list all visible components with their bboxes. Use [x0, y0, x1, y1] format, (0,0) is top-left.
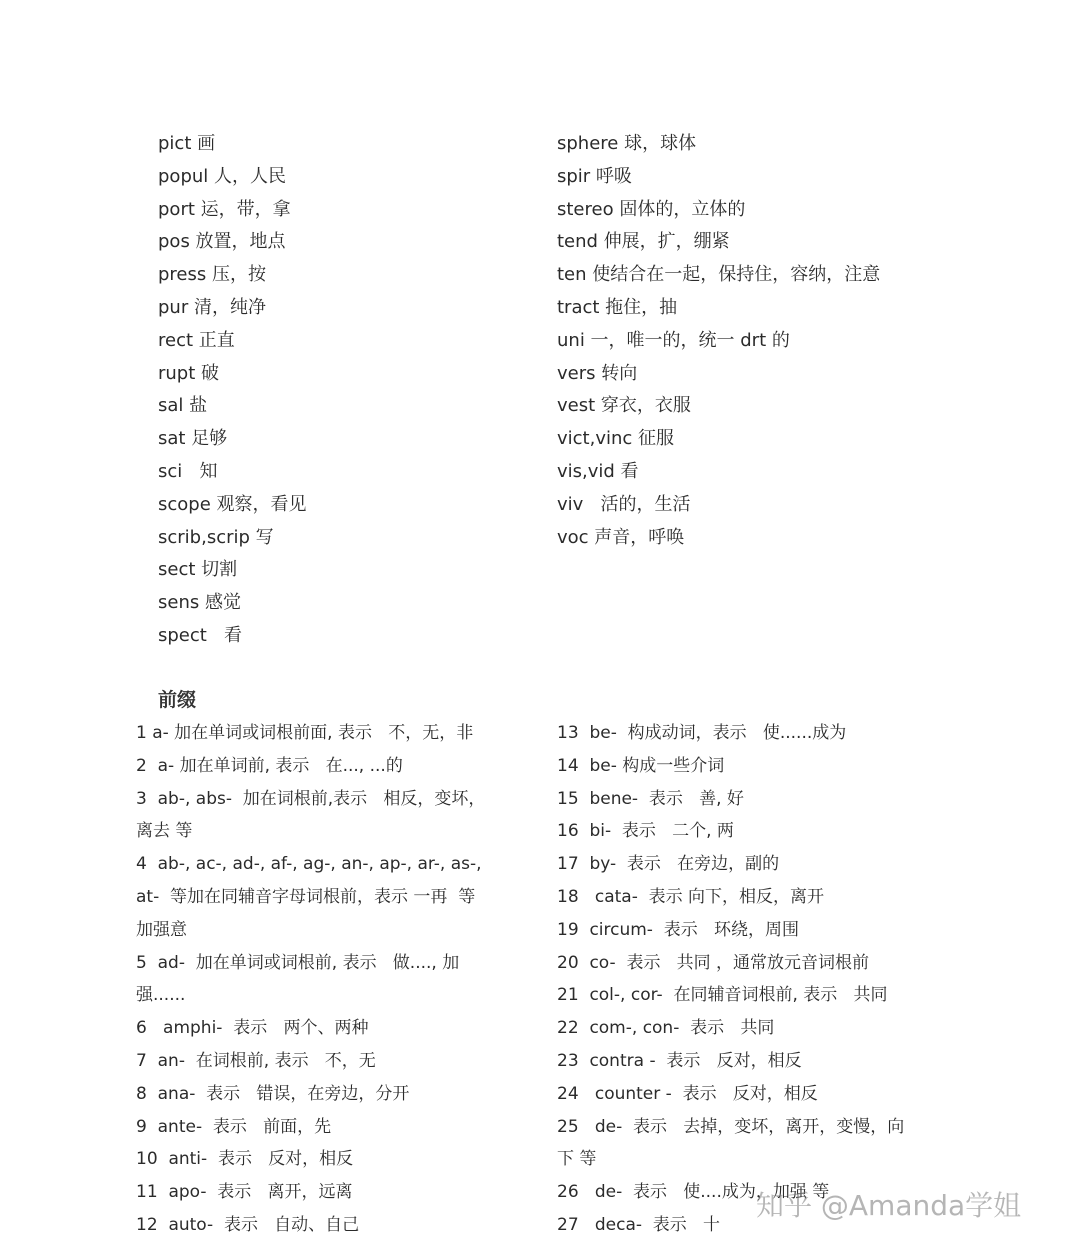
prefix-line: 21 col-, cor- 在同辅音词根前, 表示 共同	[557, 985, 888, 1006]
prefix-line: 7 an- 在词根前, 表示 不，无	[136, 1050, 376, 1071]
root-entry: tract 拖住，抽	[557, 296, 678, 318]
prefixes-right-column	[557, 717, 957, 1242]
root-entry: sens 感觉	[158, 592, 241, 614]
prefix-line: 13 be- 构成动词，表示 使......成为	[557, 723, 847, 743]
roots-right-column	[557, 128, 880, 554]
root-entry: ten 使结合在一起，保持住，容纳，注意	[557, 264, 881, 286]
prefixes-left-column	[136, 717, 508, 1242]
root-entry: sci 知	[158, 460, 218, 482]
prefix-line: 10 anti- 表示 反对，相反	[136, 1149, 354, 1170]
root-entry: sat 足够	[158, 428, 228, 450]
prefix-line: 8 ana- 表示 错误，在旁边，分开	[136, 1083, 410, 1104]
prefix-line: 20 co- 表示 共同 ，通常放元音词根前	[557, 952, 870, 973]
root-entry: vers 转向	[557, 362, 638, 384]
root-entry: vest 穿衣，衣服	[557, 395, 691, 417]
prefix-line: at- 等加在同辅音字母词根前，表示 一再 等	[136, 886, 476, 907]
prefix-line: 26 de- 表示 使....成为，加强 等	[557, 1182, 830, 1203]
prefix-line: 加强意	[136, 919, 187, 940]
prefix-line: 15 bene- 表示 善, 好	[557, 788, 744, 809]
root-entry: tend 伸展，扩，绷紧	[557, 231, 730, 253]
root-entry: scrib,scrip 写	[158, 526, 274, 548]
prefix-line: 1 a- 加在单词或词根前面, 表示 不，无，非	[136, 723, 474, 743]
prefix-line: 4 ab-, ac-, ad-, af-, ag-, an-, ap-, ar-, as-,	[136, 854, 482, 875]
prefix-line: 5 ad- 加在单词或词根前, 表示 做...., 加	[136, 952, 460, 973]
root-entry: spect 看	[158, 624, 242, 646]
root-entry: uni 一，唯一的，统一 drt 的	[557, 329, 790, 351]
root-entry: popul 人，人民	[158, 165, 286, 187]
prefix-line: 下 等	[557, 1149, 597, 1170]
prefix-line: 27 deca- 表示 十	[557, 1214, 721, 1235]
root-entry: stereo 固体的，立体的	[557, 198, 746, 220]
section-title-prefixes: 前缀	[158, 689, 197, 711]
prefix-line: 12 auto- 表示 自动、自己	[136, 1214, 360, 1235]
root-entry: voc 声音，呼唤	[557, 526, 685, 548]
prefix-line: 11 apo- 表示 离开，远离	[136, 1182, 353, 1203]
prefix-line: 9 ante- 表示 前面，先	[136, 1116, 332, 1137]
root-entry: viv 活的，生活	[557, 493, 691, 515]
prefix-line: 离去 等	[136, 821, 193, 842]
prefix-line: 16 bi- 表示 二个, 两	[557, 821, 734, 842]
root-entry: vict,vinc 征服	[557, 428, 675, 450]
roots-left-column	[158, 128, 307, 653]
root-entry: vis,vid 看	[557, 460, 639, 482]
prefix-line: 23 contra - 表示 反对，相反	[557, 1050, 802, 1071]
root-entry: sal 盐	[158, 395, 208, 417]
prefix-line: 17 by- 表示 在旁边，副的	[557, 854, 780, 875]
root-entry: press 压，按	[158, 264, 266, 286]
root-entry: rect 正直	[158, 329, 235, 351]
prefix-line: 25 de- 表示 去掉，变坏，离开，变慢，向	[557, 1116, 905, 1137]
zhihu-watermark: 知乎 @Amanda学姐	[756, 1189, 1022, 1222]
prefix-line: 18 cata- 表示 向下，相反，离开	[557, 886, 825, 907]
root-entry: scope 观察，看见	[158, 493, 307, 515]
root-entry: rupt 破	[158, 362, 220, 384]
prefix-line: 19 circum- 表示 环绕，周围	[557, 919, 799, 940]
root-entry: pict 画	[158, 133, 216, 154]
root-entry: spir 呼吸	[557, 165, 632, 187]
prefix-line: 3 ab-, abs- 加在词根前,表示 相反，变坏，	[136, 788, 486, 809]
root-entry: sphere 球，球体	[557, 133, 697, 154]
prefix-line: 14 be- 构成一些介词	[557, 755, 725, 776]
prefix-line: 2 a- 加在单词前, 表示 在..., ...的	[136, 755, 403, 776]
root-entry: pur 清，纯净	[158, 296, 266, 318]
prefix-line: 6 amphi- 表示 两个、两种	[136, 1018, 369, 1039]
prefix-line: 24 counter - 表示 反对，相反	[557, 1083, 818, 1104]
root-entry: port 运，带，拿	[158, 198, 291, 220]
prefix-line: 强......	[136, 985, 186, 1006]
root-entry: pos 放置，地点	[158, 231, 286, 253]
root-entry: sect 切割	[158, 559, 238, 581]
prefix-line: 22 com-, con- 表示 共同	[557, 1018, 775, 1039]
